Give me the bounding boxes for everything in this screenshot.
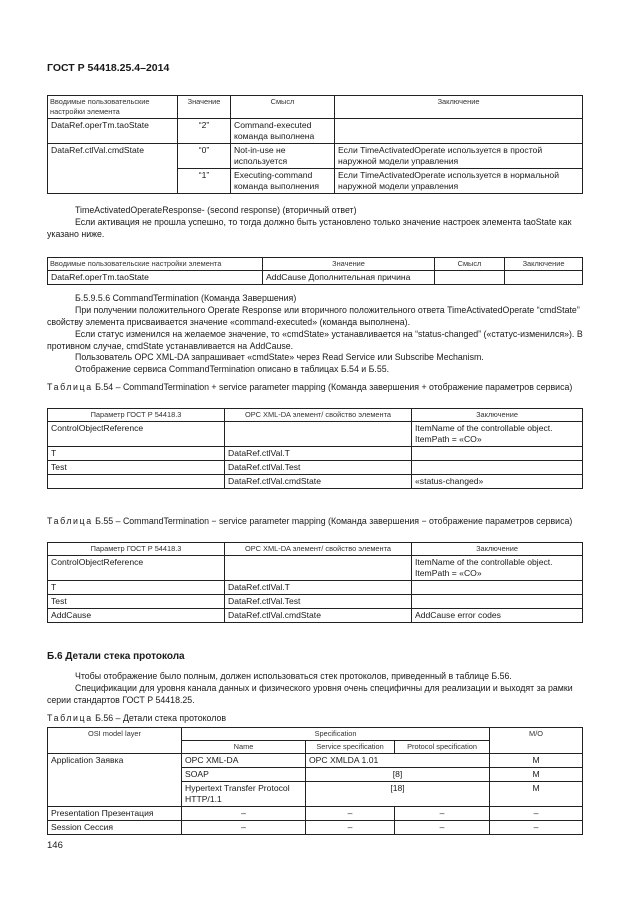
table-cell [412,461,583,475]
table-cell: T [48,447,225,461]
table-header-cell: Вводимые пользовательские настройки элемента [48,96,178,119]
table-cell: AddCause error codes [412,609,583,623]
table-cell [225,422,412,447]
table-cell: Application Заявка [48,754,182,807]
protocol-stack-table-56 [47,727,583,835]
paragraph: TimeActivatedOperateResponse- (second response) (вторичный ответ) [75,205,357,215]
table-header-cell: Заключение [412,543,583,556]
table-header-cell: OPC XML-DA элемент/ свойство элемента [225,409,412,422]
table-header-cell: Параметр ГОСТ Р 54418.3 [48,409,225,422]
table-header-cell: Specification [182,728,490,741]
table-cell [225,556,412,581]
paragraph: Если статус изменился на желаемое значение, то «cmdState» устанавливается на “status-changed” («статус-изменился»). В противном случае, cmdState устанавливается на AddCause. [47,329,583,351]
table-cell: DataRef.ctlVal.cmdState [48,144,178,194]
table-cell: M [490,782,583,807]
paragraph: При получении положительного Operate Response или вторичного положительного ответа TimeActivatedOperate “cmdState” свойству элемента присваивается значение «command-executed» (команда выполнена). [47,305,580,327]
paragraph: Отображение сервиса CommandTermination описано в таблицах Б.54 и Б.55. [75,364,390,374]
table-header-cell: Смысл [435,258,505,271]
table-header-cell: Смысл [231,96,335,119]
table-row [48,556,583,581]
caption-text: Б.54 – CommandTermination + service parameter mapping (Команда завершения + отображение параметров сервиса) [95,382,573,392]
table-cell: DataRef.ctlVal.T [225,447,412,461]
table-cell: “2” [178,119,231,144]
table-caption-54 [47,382,585,394]
caption-prefix: Таблица [47,382,93,392]
table-row [48,119,583,144]
table-cell: DataRef.ctlVal.cmdState [225,609,412,623]
table-cell: – [182,807,306,821]
table-cell [412,447,583,461]
table-cell: SOAP [182,768,306,782]
table-cell: AddCause Дополнительная причина [263,271,435,285]
table-header-cell: Вводимые пользовательские настройки элемента [48,258,263,271]
table-row [48,807,583,821]
table-cell: OPC XMLDA 1.01 [306,754,490,768]
table-cell [335,119,583,144]
table-row [48,447,583,461]
table-row [48,144,583,169]
table-cell: T [48,581,225,595]
table-cell: Test [48,595,225,609]
table-row [48,461,583,475]
table-cell: – [395,807,490,821]
table-cell: ItemName of the controllable object. ItemPath = «CO» [412,556,583,581]
table-cell [435,271,505,285]
table-header-cell: Параметр ГОСТ Р 54418.3 [48,543,225,556]
settings-table-2 [47,257,583,285]
table-cell: Session Сессия [48,821,182,835]
table-header-cell: Name [182,741,306,754]
table-cell: DataRef.ctlVal.cmdState [225,475,412,489]
table-cell: DataRef.ctlVal.Test [225,461,412,475]
table-header-cell: Service specification [306,741,395,754]
table-cell: ControlObjectReference [48,422,225,447]
table-row [48,821,583,835]
table-cell: “1” [178,169,231,194]
table-cell: “0” [178,144,231,169]
paragraph: Спецификации для уровня канала данных и физического уровня очень специфичны для реализации и выходят за рамки серии стандартов ГОСТ Р 54418.25. [47,683,573,705]
table-cell: M [490,768,583,782]
caption-text: Б.55 – CommandTermination − service parameter mapping (Команда завершения − отображение параметров сервиса) [95,516,573,526]
table-header-row [48,96,583,119]
table-cell: DataRef.operTm.taoState [48,271,263,285]
document-header: ГОСТ Р 54418.25.4–2014 [47,62,170,74]
table-header-cell: Заключение [335,96,583,119]
table-cell: – [490,821,583,835]
page-number: 146 [47,840,63,851]
table-header-row [48,728,583,741]
settings-table-1 [47,95,583,194]
table-caption-56 [47,713,585,725]
caption-prefix: Таблица [47,713,93,723]
table-cell: OPC XML-DA [182,754,306,768]
table-cell: – [490,807,583,821]
section-heading-b6: Б.6 Детали стека протокола [47,651,185,662]
table-header-cell: Заключение [505,258,583,271]
table-header-cell: OPC XML-DA элемент/ свойство элемента [225,543,412,556]
table-cell: «status-changed» [412,475,583,489]
table-cell: AddCause [48,609,225,623]
mapping-table-54 [47,408,583,489]
caption-text: Б.56 – Детали стека протоколов [95,713,227,723]
table-header-cell: Protocol specification [395,741,490,754]
table-cell: Command-executed команда выполнена [231,119,335,144]
table-header-cell: Значение [178,96,231,119]
mapping-table-55 [47,542,583,623]
table-cell: Not-in-use не используется [231,144,335,169]
table-cell: [18] [306,782,490,807]
table-row [48,271,583,285]
table-row [48,754,583,768]
table-caption-55 [47,516,585,528]
table-cell: – [182,821,306,835]
table-row [48,609,583,623]
table-row [48,595,583,609]
table-cell: Hypertext Transfer Protocol HTTP/1.1 [182,782,306,807]
table-cell: ItemName of the controllable object. ItemPath = «CO» [412,422,583,447]
paragraph: Пользователь OPC XML-DA запрашивает «cmdState» через Read Service или Subscribe Mechanism. [75,352,484,362]
table-cell: M [490,754,583,768]
table-cell: Если TimeActivatedOperate используется в нормальной наружной модели управления [335,169,583,194]
table-cell: ControlObjectReference [48,556,225,581]
table-cell: – [306,807,395,821]
caption-prefix: Таблица [47,516,93,526]
table-header-row [48,258,583,271]
table-cell [48,475,225,489]
section-title: Б.5.9.5.6 CommandTermination (Команда Завершения) [75,293,297,303]
table-header-cell: OSI model layer [48,728,182,754]
table-cell: Presentation Презентация [48,807,182,821]
table-cell: – [395,821,490,835]
table-cell: – [306,821,395,835]
table-row [48,422,583,447]
table-row [48,581,583,595]
table-cell: Executing-command команда выполнения [231,169,335,194]
table-cell: Если TimeActivatedOperate используется в простой наружной модели управления [335,144,583,169]
paragraph: Чтобы отображение было полным, должен использоваться стек протоколов, приведенный в таблице Б.56. [75,671,512,681]
table-row [48,475,583,489]
table-header-row [48,409,583,422]
table-header-cell: Значение [263,258,435,271]
table-cell: DataRef.ctlVal.Test [225,595,412,609]
table-cell [505,271,583,285]
table-cell: DataRef.operTm.taoState [48,119,178,144]
table-header-cell: M/O [490,728,583,754]
table-cell: [8] [306,768,490,782]
table-header-cell: Заключение [412,409,583,422]
table-cell: Test [48,461,225,475]
table-header-row [48,543,583,556]
paragraph: Если активация не прошла успешно, то тогда должно быть установлено только значение настроек элемента taoState как указано ниже. [47,217,572,239]
table-cell [412,595,583,609]
table-cell: DataRef.ctlVal.T [225,581,412,595]
table-cell [412,581,583,595]
